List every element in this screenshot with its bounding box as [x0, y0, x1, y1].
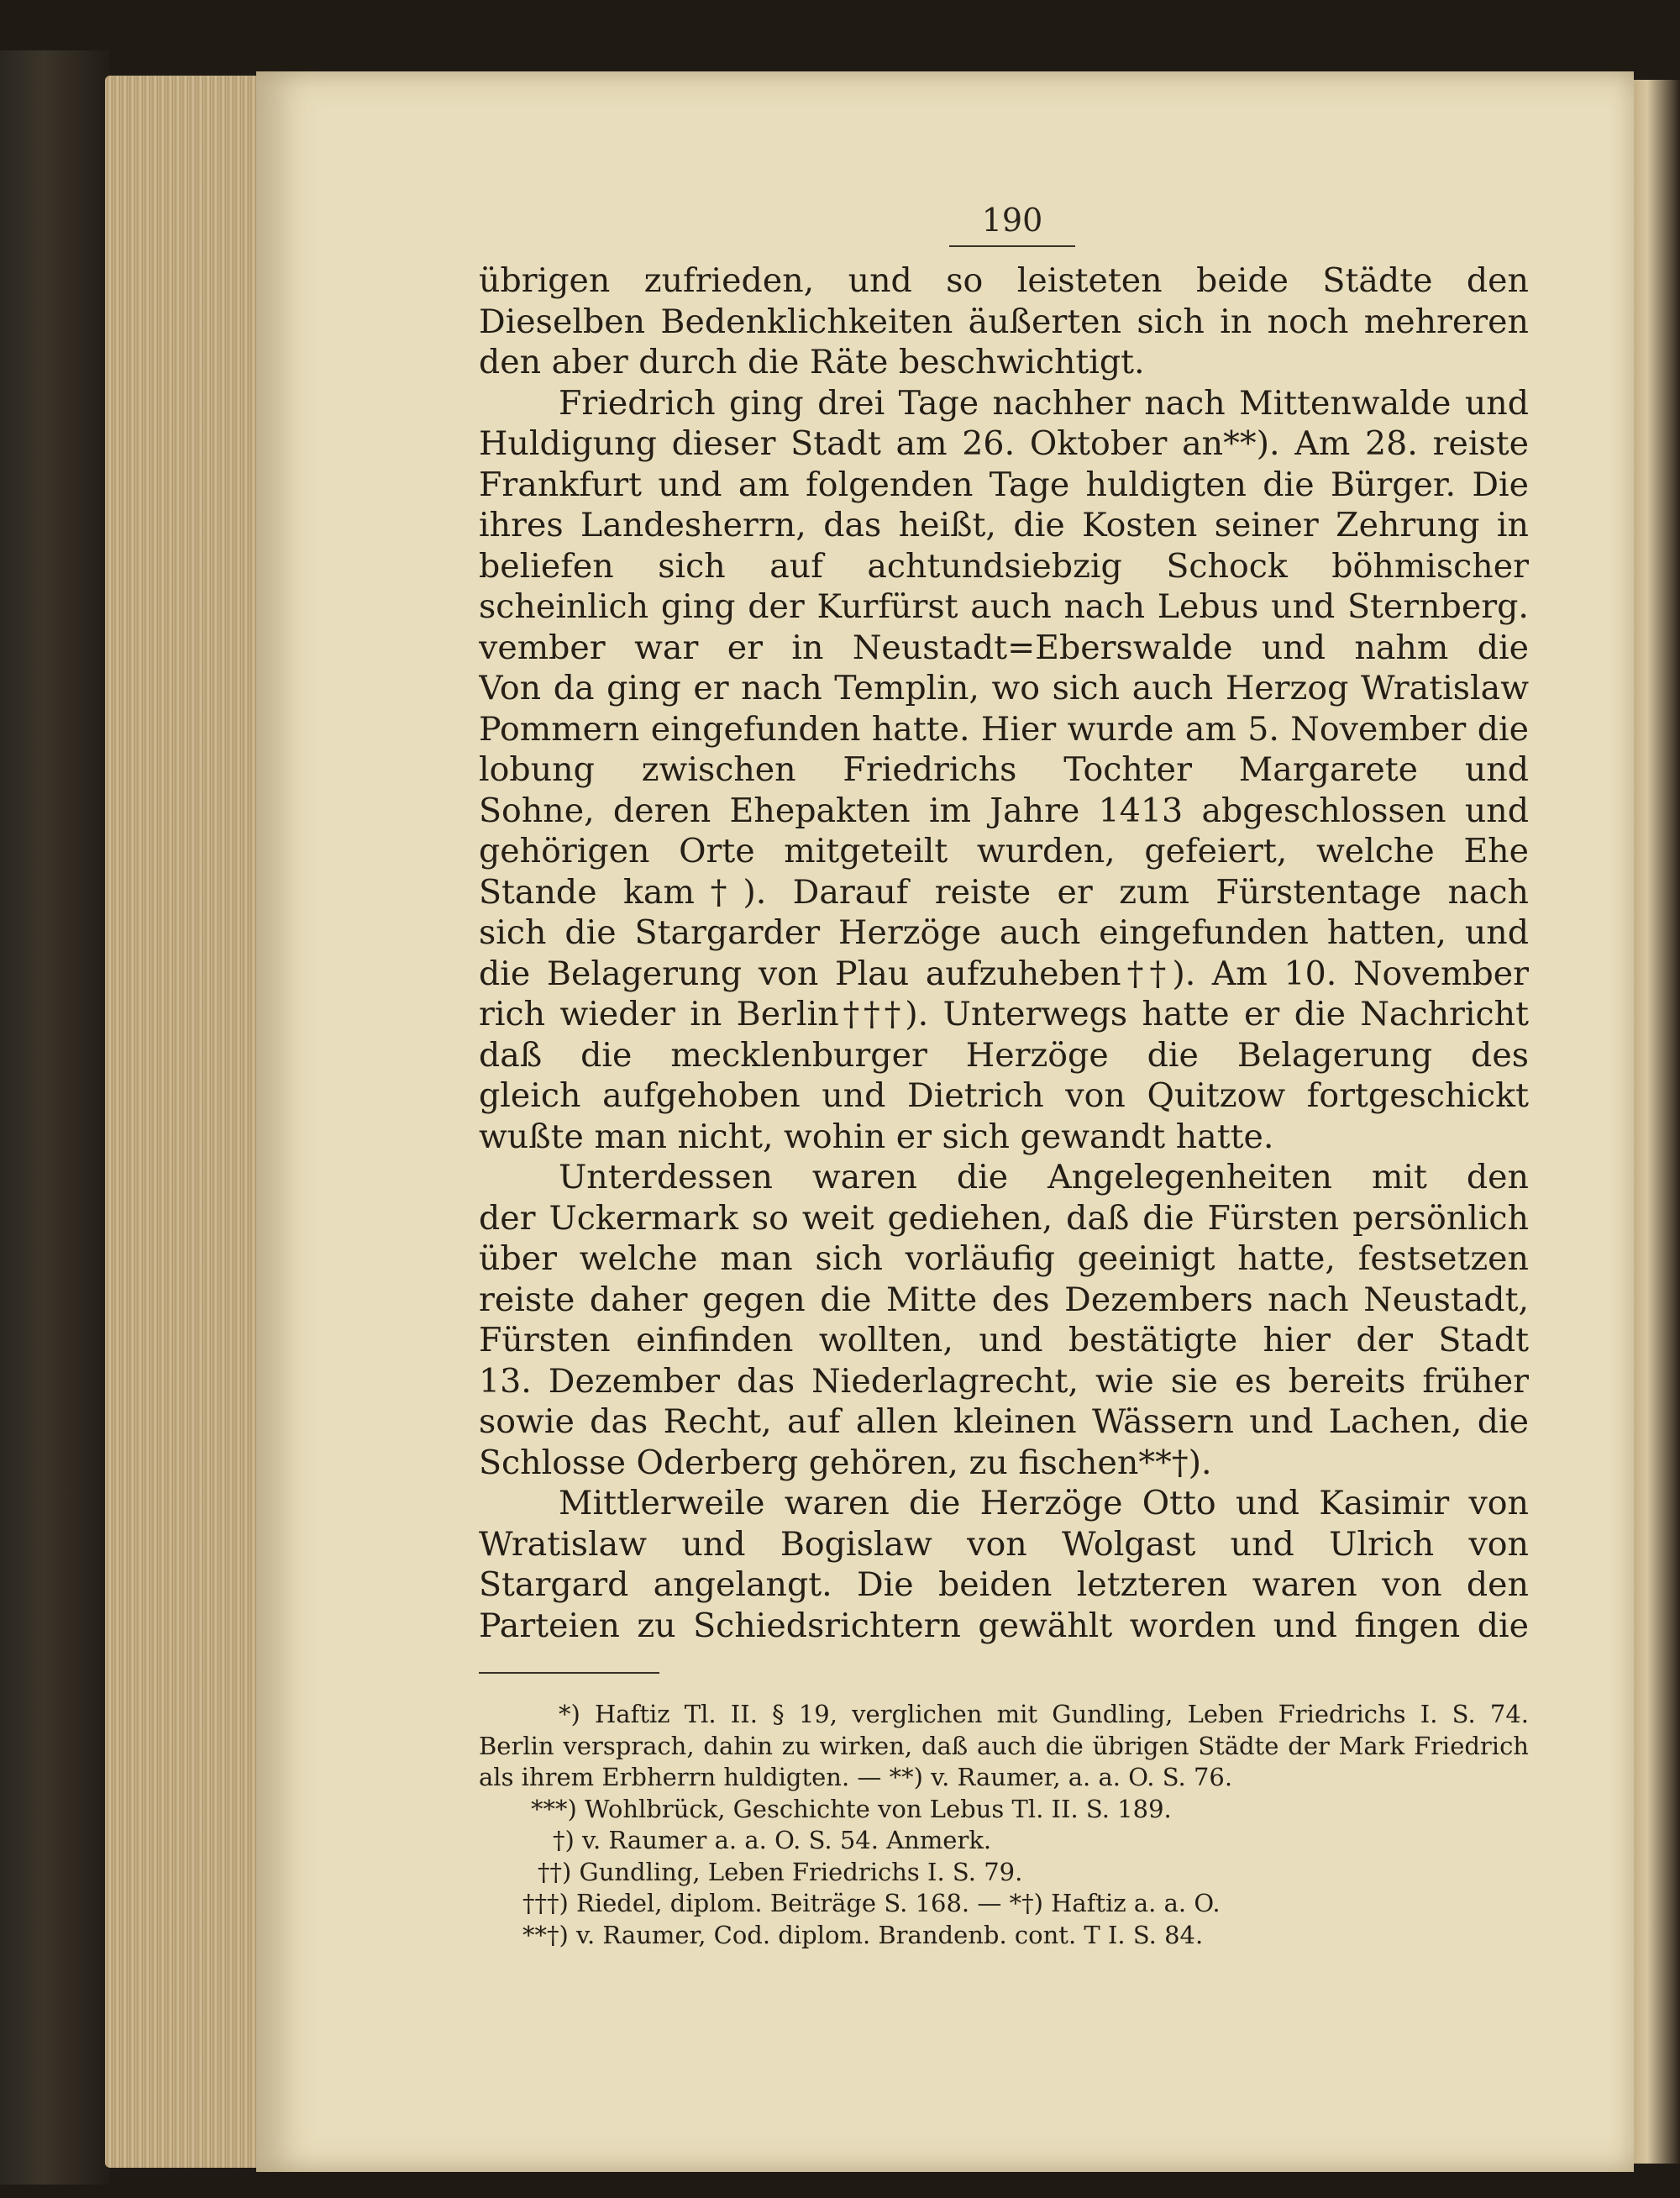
footnote-line: †) v. Raumer a. a. O. S. 54. Anmerk. — [553, 1826, 992, 1854]
text-line: wußte man nicht, wohin er sich gewandt hatte. — [479, 1117, 1274, 1156]
text-line: Frankfurt und am folgenden Tage huldigten die Bürger. Die — [479, 465, 1529, 504]
text-line: 13. Dezember das Niederlagrecht, wie sie es bereits früher — [479, 1361, 1529, 1401]
text-line: daß die mecklenburger Herzöge die Belagerung des — [479, 1035, 1529, 1075]
text-line: Unterdessen waren die Angelegenheiten mit den — [559, 1158, 1529, 1196]
text-line: über welche man sich vorläufig geeinigt hatte, festsetzen — [479, 1239, 1529, 1278]
text-line: gehörigen Orte mitgeteilt wurden, gefeiert, welche Ehe — [479, 832, 1529, 870]
footnote-line: Berlin versprach, dahin zu wirken, daß auch die übrigen Städte der Mark Friedrich — [479, 1731, 1529, 1760]
footnote-line: †††) Riedel, diplom. Beiträge S. 168. — *†) Haftiz a. a. O. — [522, 1889, 1221, 1917]
text-line: beliefen sich auf achtundsiebzig Schock böhmischer — [479, 546, 1529, 586]
footnote-rule — [479, 1672, 659, 1674]
text-line: Mittlerweile waren die Herzöge Otto und Kasimir von — [559, 1484, 1529, 1522]
text-line: Schlosse Oderberg gehören, zu fischen**†). — [479, 1443, 1212, 1482]
text-line: sich die Stargarder Herzöge auch eingefunden hatten, und — [479, 913, 1529, 952]
footnote-line: ††) Gundling, Leben Friedrichs I. S. 79. — [538, 1857, 1023, 1886]
text-line: ihres Landesherrn, das heißt, die Kosten seiner Zehrung in — [479, 506, 1529, 544]
text-line: lobung zwischen Friedrichs Tochter Margarete und — [479, 750, 1529, 789]
page-edges — [105, 76, 260, 2168]
text-line: übrigen zufrieden, und so leisteten beide Städte den — [479, 261, 1529, 300]
text-line: Pommern eingefunden hatte. Hier wurde am 5. November die — [479, 709, 1529, 749]
page-number-rule — [949, 245, 1075, 247]
footnotes — [479, 1699, 1529, 1951]
text-line: den aber durch die Räte beschwichtigt. — [479, 343, 1145, 381]
page-number: 190 — [981, 202, 1043, 239]
text-line: reiste daher gegen die Mitte des Dezembers nach Neustadt, — [479, 1280, 1529, 1319]
text-line: Wratislaw und Bogislaw von Wolgast und Ulrich von — [479, 1524, 1529, 1564]
text-line: gleich aufgehoben und Dietrich von Quitzow fortgeschickt — [479, 1076, 1529, 1115]
text-line: Huldigung dieser Stadt am 26. Oktober an**). Am 28. reiste — [479, 424, 1529, 463]
text-line: Parteien zu Schiedsrichtern gewählt worden und fingen die — [479, 1606, 1529, 1645]
footnote-line: ***) Wohlbrück, Geschichte von Lebus Tl. II. S. 189. — [531, 1794, 1172, 1823]
footnote-line: *) Haftiz Tl. II. § 19, verglichen mit Gundling, Leben Friedrichs I. S. 74. — [559, 1700, 1529, 1728]
text-line: Sohne, deren Ehepakten im Jahre 1413 abgeschlossen und — [479, 791, 1529, 830]
text-line: Fürsten einfinden wollten, und bestätigte hier der Stadt — [479, 1321, 1529, 1359]
text-line: der Uckermark so weit gediehen, daß die Fürsten persönlich — [479, 1198, 1529, 1238]
text-line: sowie das Recht, auf allen kleinen Wässern und Lachen, die — [479, 1402, 1529, 1441]
text-line: Friedrich ging drei Tage nachher nach Mittenwalde und — [559, 383, 1529, 423]
footnote-line: als ihrem Erbherrn huldigten. — **) v. Raumer, a. a. O. S. 76. — [479, 1763, 1233, 1791]
text-line: rich wieder in Berlin†††). Unterwegs hatte er die Nachricht — [479, 995, 1529, 1033]
footnote-line: **†) v. Raumer, Cod. diplom. Brandenb. cont. T I. S. 84. — [522, 1920, 1204, 1949]
text-line: Stande kam†). Darauf reiste er zum Fürstentage nach — [479, 872, 1529, 912]
body-text — [479, 260, 1529, 1646]
text-line: Stargard angelangt. Die beiden letzteren waren von den — [479, 1565, 1529, 1604]
text-line: die Belagerung von Plau aufzuheben††). Am 10. November — [479, 954, 1529, 993]
text-line: Von da ging er nach Templin, wo sich auch Herzog Wratislaw — [479, 669, 1529, 707]
book-cover-left — [0, 50, 109, 2185]
text-line: Dieselben Bedenklichkeiten äußerten sich in noch mehreren — [479, 302, 1529, 341]
text-line: scheinlich ging der Kurfürst auch nach Lebus und Sternberg. — [479, 587, 1529, 626]
text-line: vember war er in Neustadt=Eberswalde und nahm die — [479, 628, 1529, 667]
